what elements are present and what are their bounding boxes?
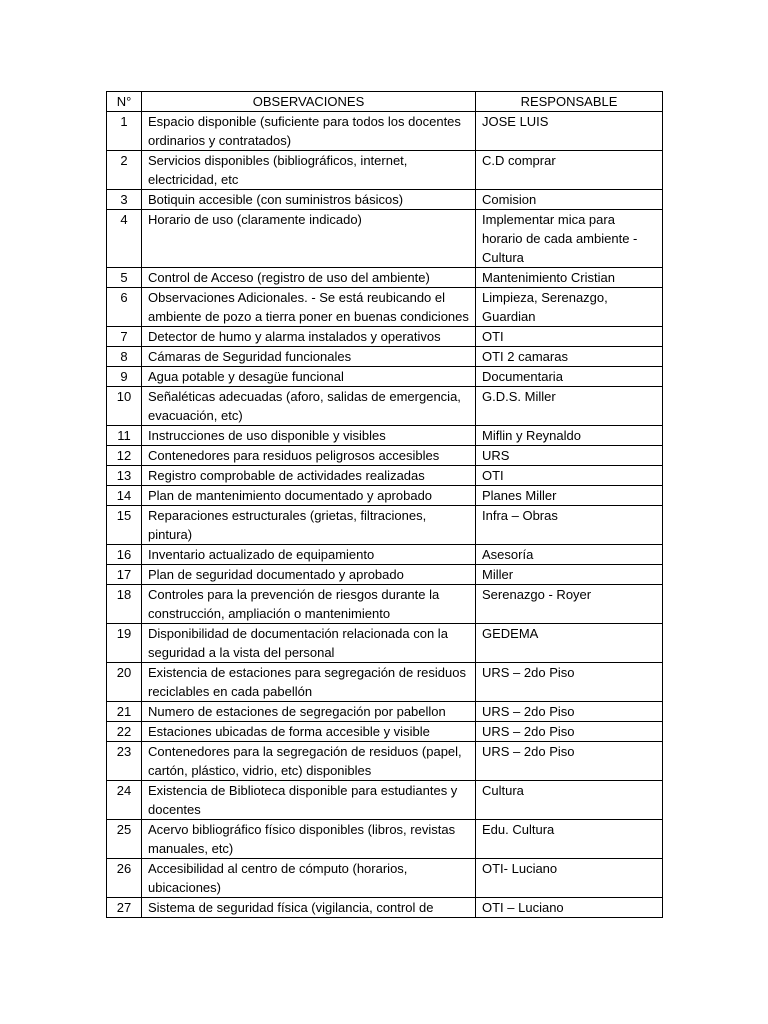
row-responsable: Miflin y Reynaldo [476,426,663,446]
row-responsable: JOSE LUIS [476,112,663,151]
row-responsable: GEDEMA [476,624,663,663]
row-responsable: Planes Miller [476,486,663,506]
row-observacion: Espacio disponible (suficiente para todos los docentes ordinarios y contratados) [142,112,476,151]
table-row [107,702,663,722]
row-responsable: G.D.S. Miller [476,387,663,426]
table-row [107,859,663,898]
row-responsable: Cultura [476,781,663,820]
row-number: 4 [107,210,142,268]
table-row [107,565,663,585]
row-observacion: Señaléticas adecuadas (aforo, salidas de emergencia, evacuación, etc) [142,387,476,426]
row-number: 16 [107,545,142,565]
row-number: 24 [107,781,142,820]
row-responsable: URS – 2do Piso [476,722,663,742]
row-responsable: Comision [476,190,663,210]
row-number: 25 [107,820,142,859]
table-row [107,367,663,387]
row-number: 5 [107,268,142,288]
row-observacion: Existencia de estaciones para segregación de residuos reciclables en cada pabellón [142,663,476,702]
row-number: 27 [107,898,142,918]
row-number: 2 [107,151,142,190]
row-number: 19 [107,624,142,663]
row-number: 20 [107,663,142,702]
table-row [107,151,663,190]
row-responsable: Miller [476,565,663,585]
table-row [107,426,663,446]
row-observacion: Reparaciones estructurales (grietas, filtraciones, pintura) [142,506,476,545]
table-row [107,210,663,268]
row-number: 7 [107,327,142,347]
table-row [107,506,663,545]
table-row [107,722,663,742]
row-observacion: Instrucciones de uso disponible y visibles [142,426,476,446]
row-responsable: Implementar mica para horario de cada ambiente - Cultura [476,210,663,268]
table-row [107,663,663,702]
table-row [107,466,663,486]
table-body [107,112,663,918]
row-number: 22 [107,722,142,742]
row-observacion: Detector de humo y alarma instalados y operativos [142,327,476,347]
row-observacion: Inventario actualizado de equipamiento [142,545,476,565]
row-observacion: Plan de mantenimiento documentado y aprobado [142,486,476,506]
table-row [107,624,663,663]
row-number: 3 [107,190,142,210]
table-row [107,347,663,367]
row-observacion: Contenedores para la segregación de residuos (papel, cartón, plástico, vidrio, etc) disponibles [142,742,476,781]
row-observacion: Cámaras de Seguridad funcionales [142,347,476,367]
row-number: 21 [107,702,142,722]
row-observacion: Horario de uso (claramente indicado) [142,210,476,268]
row-responsable: OTI 2 camaras [476,347,663,367]
row-number: 18 [107,585,142,624]
table-row [107,820,663,859]
row-responsable: Asesoría [476,545,663,565]
row-number: 14 [107,486,142,506]
row-observacion: Plan de seguridad documentado y aprobado [142,565,476,585]
row-observacion: Controles para la prevención de riesgos durante la construcción, ampliación o mantenimiento [142,585,476,624]
row-number: 9 [107,367,142,387]
row-observacion: Accesibilidad al centro de cómputo (horarios, ubicaciones) [142,859,476,898]
row-observacion: Observaciones Adicionales. - Se está reubicando el ambiente de pozo a tierra poner en buenas condiciones [142,288,476,327]
row-number: 11 [107,426,142,446]
row-number: 15 [107,506,142,545]
row-observacion: Estaciones ubicadas de forma accesible y visible [142,722,476,742]
table-row [107,327,663,347]
row-number: 6 [107,288,142,327]
row-responsable: OTI- Luciano [476,859,663,898]
row-number: 26 [107,859,142,898]
table-row [107,545,663,565]
row-observacion: Servicios disponibles (bibliográficos, internet, electricidad, etc [142,151,476,190]
row-observacion: Disponibilidad de documentación relacionada con la seguridad a la vista del personal [142,624,476,663]
table-row [107,387,663,426]
row-observacion: Botiquin accesible (con suministros básicos) [142,190,476,210]
row-number: 1 [107,112,142,151]
row-number: 17 [107,565,142,585]
row-observacion: Agua potable y desagüe funcional [142,367,476,387]
row-responsable: URS [476,446,663,466]
row-number: 12 [107,446,142,466]
row-observacion: Sistema de seguridad física (vigilancia, control de [142,898,476,918]
row-responsable: OTI – Luciano [476,898,663,918]
row-responsable: URS – 2do Piso [476,702,663,722]
table-row [107,288,663,327]
row-observacion: Registro comprobable de actividades realizadas [142,466,476,486]
row-responsable: Documentaria [476,367,663,387]
table-row [107,190,663,210]
table-row [107,585,663,624]
row-responsable: Mantenimiento Cristian [476,268,663,288]
row-responsable: OTI [476,466,663,486]
row-number: 8 [107,347,142,367]
row-responsable: Infra – Obras [476,506,663,545]
row-responsable: Serenazgo - Royer [476,585,663,624]
row-number: 23 [107,742,142,781]
header-num: N° [107,92,142,112]
table-row [107,742,663,781]
table-row [107,112,663,151]
row-observacion: Acervo bibliográfico físico disponibles (libros, revistas manuales, etc) [142,820,476,859]
header-observaciones: OBSERVACIONES [142,92,476,112]
table-row [107,268,663,288]
row-observacion: Contenedores para residuos peligrosos accesibles [142,446,476,466]
observations-table [106,91,663,918]
table-row [107,898,663,918]
row-responsable: Limpieza, Serenazgo, Guardian [476,288,663,327]
row-number: 10 [107,387,142,426]
row-responsable: OTI [476,327,663,347]
row-observacion: Control de Acceso (registro de uso del ambiente) [142,268,476,288]
table-row [107,486,663,506]
row-observacion: Existencia de Biblioteca disponible para estudiantes y docentes [142,781,476,820]
row-responsable: URS – 2do Piso [476,742,663,781]
table-row [107,781,663,820]
table-header-row [107,92,663,112]
row-responsable: Edu. Cultura [476,820,663,859]
row-responsable: URS – 2do Piso [476,663,663,702]
header-responsable: RESPONSABLE [476,92,663,112]
row-responsable: C.D comprar [476,151,663,190]
row-observacion: Numero de estaciones de segregación por pabellon [142,702,476,722]
table-row [107,446,663,466]
row-number: 13 [107,466,142,486]
